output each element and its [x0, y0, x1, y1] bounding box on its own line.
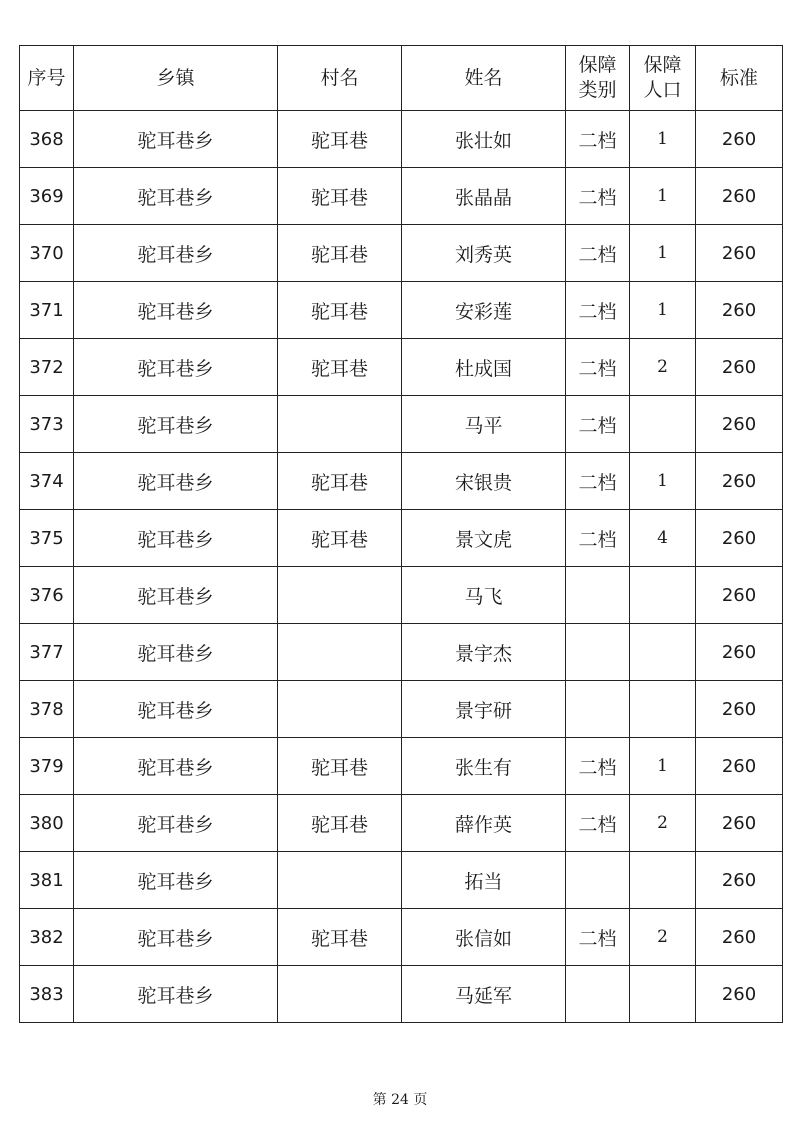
cell-standard: 260 — [696, 225, 783, 282]
cell-name: 宋银贵 — [402, 453, 566, 510]
cell-village — [278, 966, 402, 1023]
cell-seq: 379 — [20, 738, 74, 795]
cell-name: 张晶晶 — [402, 168, 566, 225]
cell-village — [278, 567, 402, 624]
roster-table-container — [19, 45, 782, 1023]
header-standard: 标准 — [696, 46, 783, 111]
cell-people: 2 — [630, 909, 696, 966]
cell-town: 驼耳巷乡 — [74, 282, 278, 339]
cell-standard: 260 — [696, 111, 783, 168]
cell-seq: 368 — [20, 111, 74, 168]
cell-seq: 374 — [20, 453, 74, 510]
cell-people: 1 — [630, 111, 696, 168]
header-people-line2: 人口 — [643, 79, 682, 101]
table-row — [20, 225, 783, 282]
cell-town: 驼耳巷乡 — [74, 909, 278, 966]
cell-standard: 260 — [696, 510, 783, 567]
cell-standard: 260 — [696, 852, 783, 909]
table-header — [20, 46, 783, 111]
cell-town: 驼耳巷乡 — [74, 168, 278, 225]
cell-standard: 260 — [696, 795, 783, 852]
cell-category: 二档 — [566, 738, 630, 795]
cell-village: 驼耳巷 — [278, 339, 402, 396]
cell-category: 二档 — [566, 111, 630, 168]
table-row — [20, 282, 783, 339]
cell-town: 驼耳巷乡 — [74, 225, 278, 282]
cell-standard: 260 — [696, 453, 783, 510]
cell-town: 驼耳巷乡 — [74, 681, 278, 738]
cell-village — [278, 852, 402, 909]
table-row — [20, 510, 783, 567]
cell-name: 张信如 — [402, 909, 566, 966]
cell-category: 二档 — [566, 510, 630, 567]
table-row — [20, 396, 783, 453]
cell-category: 二档 — [566, 453, 630, 510]
cell-town: 驼耳巷乡 — [74, 453, 278, 510]
cell-people: 1 — [630, 282, 696, 339]
cell-seq: 371 — [20, 282, 74, 339]
table-row — [20, 681, 783, 738]
cell-standard: 260 — [696, 339, 783, 396]
cell-village: 驼耳巷 — [278, 225, 402, 282]
table-row — [20, 909, 783, 966]
cell-people: 1 — [630, 453, 696, 510]
cell-seq: 370 — [20, 225, 74, 282]
cell-seq: 376 — [20, 567, 74, 624]
cell-standard: 260 — [696, 738, 783, 795]
cell-category — [566, 966, 630, 1023]
cell-name: 安彩莲 — [402, 282, 566, 339]
cell-people: 1 — [630, 225, 696, 282]
header-name: 姓名 — [402, 46, 566, 111]
table-row — [20, 168, 783, 225]
cell-people — [630, 852, 696, 909]
cell-standard: 260 — [696, 624, 783, 681]
cell-name: 张生有 — [402, 738, 566, 795]
header-people-line1: 保障 — [643, 54, 682, 76]
cell-town: 驼耳巷乡 — [74, 738, 278, 795]
table-row — [20, 795, 783, 852]
cell-category — [566, 681, 630, 738]
header-category-line1: 保障 — [578, 54, 617, 76]
cell-category: 二档 — [566, 168, 630, 225]
cell-village: 驼耳巷 — [278, 111, 402, 168]
roster-table — [19, 45, 783, 1023]
cell-name: 马平 — [402, 396, 566, 453]
page-number: 第 24 页 — [372, 1092, 428, 1108]
cell-people: 1 — [630, 168, 696, 225]
cell-name: 薛作英 — [402, 795, 566, 852]
table-row — [20, 738, 783, 795]
cell-category: 二档 — [566, 795, 630, 852]
cell-standard: 260 — [696, 567, 783, 624]
table-row — [20, 624, 783, 681]
cell-name: 马延军 — [402, 966, 566, 1023]
cell-standard: 260 — [696, 909, 783, 966]
cell-village: 驼耳巷 — [278, 168, 402, 225]
header-category-line2: 类别 — [578, 79, 617, 101]
cell-people: 2 — [630, 339, 696, 396]
cell-name: 景宇杰 — [402, 624, 566, 681]
cell-name: 景宇研 — [402, 681, 566, 738]
cell-name: 张壮如 — [402, 111, 566, 168]
cell-people — [630, 681, 696, 738]
cell-seq: 377 — [20, 624, 74, 681]
cell-standard: 260 — [696, 282, 783, 339]
cell-town: 驼耳巷乡 — [74, 510, 278, 567]
cell-seq: 383 — [20, 966, 74, 1023]
cell-town: 驼耳巷乡 — [74, 111, 278, 168]
cell-category: 二档 — [566, 396, 630, 453]
cell-village: 驼耳巷 — [278, 510, 402, 567]
cell-town: 驼耳巷乡 — [74, 966, 278, 1023]
cell-seq: 382 — [20, 909, 74, 966]
cell-town: 驼耳巷乡 — [74, 795, 278, 852]
table-row — [20, 111, 783, 168]
cell-category — [566, 852, 630, 909]
cell-village — [278, 681, 402, 738]
table-row — [20, 567, 783, 624]
cell-people: 4 — [630, 510, 696, 567]
cell-standard: 260 — [696, 168, 783, 225]
cell-name: 拓当 — [402, 852, 566, 909]
cell-category: 二档 — [566, 282, 630, 339]
cell-village — [278, 396, 402, 453]
cell-name: 景文虎 — [402, 510, 566, 567]
cell-people — [630, 396, 696, 453]
cell-seq: 369 — [20, 168, 74, 225]
cell-town: 驼耳巷乡 — [74, 624, 278, 681]
header-category — [566, 46, 630, 111]
cell-people: 2 — [630, 795, 696, 852]
table-row — [20, 339, 783, 396]
cell-people — [630, 966, 696, 1023]
cell-town: 驼耳巷乡 — [74, 396, 278, 453]
cell-category: 二档 — [566, 339, 630, 396]
cell-name: 刘秀英 — [402, 225, 566, 282]
cell-seq: 381 — [20, 852, 74, 909]
table-row — [20, 852, 783, 909]
header-village: 村名 — [278, 46, 402, 111]
cell-name: 马飞 — [402, 567, 566, 624]
header-row — [20, 46, 783, 111]
cell-standard: 260 — [696, 681, 783, 738]
cell-village: 驼耳巷 — [278, 282, 402, 339]
cell-seq: 375 — [20, 510, 74, 567]
cell-seq: 373 — [20, 396, 74, 453]
cell-standard: 260 — [696, 966, 783, 1023]
header-town: 乡镇 — [74, 46, 278, 111]
cell-people — [630, 567, 696, 624]
cell-category: 二档 — [566, 225, 630, 282]
cell-category — [566, 624, 630, 681]
header-seq: 序号 — [20, 46, 74, 111]
cell-seq: 380 — [20, 795, 74, 852]
cell-name: 杜成国 — [402, 339, 566, 396]
cell-seq: 378 — [20, 681, 74, 738]
cell-village: 驼耳巷 — [278, 909, 402, 966]
cell-village: 驼耳巷 — [278, 453, 402, 510]
cell-people: 1 — [630, 738, 696, 795]
cell-town: 驼耳巷乡 — [74, 339, 278, 396]
table-row — [20, 453, 783, 510]
cell-people — [630, 624, 696, 681]
cell-village: 驼耳巷 — [278, 795, 402, 852]
cell-village: 驼耳巷 — [278, 738, 402, 795]
cell-village — [278, 624, 402, 681]
cell-seq: 372 — [20, 339, 74, 396]
cell-category — [566, 567, 630, 624]
cell-town: 驼耳巷乡 — [74, 852, 278, 909]
header-people — [630, 46, 696, 111]
table-row — [20, 966, 783, 1023]
cell-category: 二档 — [566, 909, 630, 966]
cell-standard: 260 — [696, 396, 783, 453]
cell-town: 驼耳巷乡 — [74, 567, 278, 624]
table-body — [20, 111, 783, 1023]
